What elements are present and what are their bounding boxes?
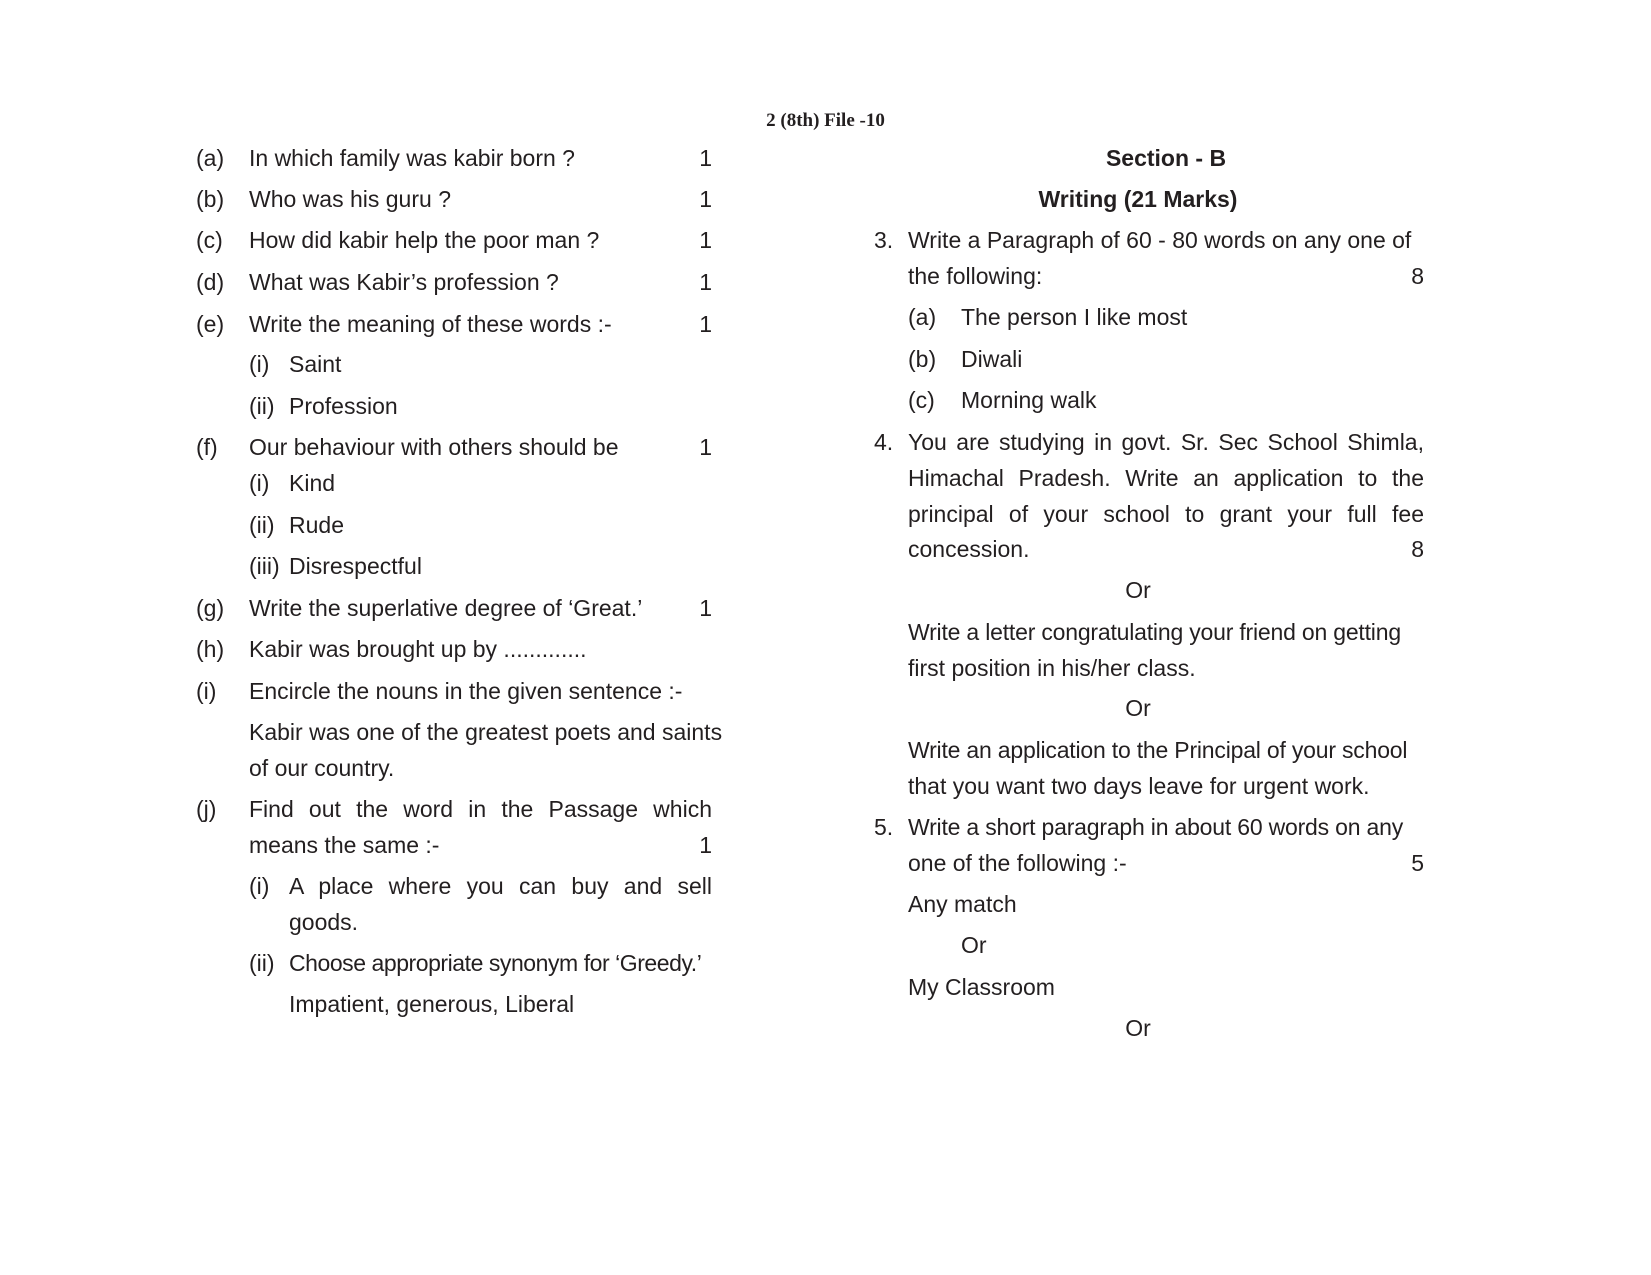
option-text: My Classroom — [908, 974, 1055, 1000]
question-j-line2 — [249, 829, 712, 861]
option-label: (c) — [908, 387, 935, 413]
option-label: (b) — [908, 346, 937, 372]
alternative-text: first position in his/her class. — [908, 655, 1196, 681]
question-label: (e) — [196, 311, 225, 337]
alternative-text: Write an application to the Principal of your school — [908, 737, 1408, 763]
sub-label: (i) — [249, 873, 270, 899]
question-text: Write a Paragraph of 60 - 80 words on any one of — [908, 227, 1412, 253]
sentence-line: Kabir was one of the greatest poets and saints — [249, 719, 723, 745]
question-number: 4. — [874, 429, 894, 455]
question-text: Find out the word in the Passage which — [249, 796, 712, 822]
question-3-line2 — [908, 260, 1424, 292]
question-5-line2 — [908, 847, 1424, 879]
question-mark: 1 — [699, 832, 712, 858]
sub-text: Kind — [289, 470, 336, 496]
sentence-line: of our country. — [249, 755, 395, 781]
question-text: In which family was kabir born ? — [249, 145, 575, 171]
question-text: Write a short paragraph in about 60 words on any — [908, 814, 1403, 840]
question-label: (h) — [196, 636, 225, 662]
question-mark: 1 — [699, 434, 712, 460]
question-b — [196, 183, 712, 215]
question-mark: 8 — [1411, 263, 1424, 289]
option-item — [908, 384, 1424, 416]
question-g — [196, 592, 712, 624]
question-text: Write the meaning of these words :- — [249, 311, 612, 337]
sub-text: Profession — [289, 393, 398, 419]
question-text: the following: — [908, 263, 1043, 289]
question-mark: 1 — [699, 145, 712, 171]
question-label: (g) — [196, 595, 225, 621]
question-mark: 1 — [699, 595, 712, 621]
question-text: Himachal Pradesh. Write an application to the — [908, 465, 1424, 491]
or-separator: Or — [1125, 695, 1151, 721]
question-text: concession. — [908, 536, 1030, 562]
sub-text: A place where you can buy and sell — [289, 873, 712, 899]
sub-item — [249, 509, 712, 541]
sub-text: Rude — [289, 512, 344, 538]
or-separator: Or — [1125, 1015, 1151, 1041]
question-text: one of the following :- — [908, 850, 1127, 876]
question-text: Encircle the nouns in the given sentence :- — [249, 678, 683, 704]
sub-item — [249, 348, 712, 380]
sub-label: (ii) — [249, 393, 275, 419]
question-label: (i) — [196, 678, 217, 704]
question-label: (d) — [196, 269, 225, 295]
sub-label: (ii) — [249, 950, 275, 976]
section-subtitle: Writing (21 Marks) — [1038, 186, 1238, 212]
question-i — [196, 675, 712, 707]
sub-text: Choose appropriate synonym for ‘Greedy.’ — [289, 950, 702, 976]
question-h — [196, 633, 712, 665]
or-separator: Or — [961, 932, 987, 958]
question-mark: 1 — [699, 227, 712, 253]
question-text: principal of your school to grant your full fee — [908, 501, 1424, 527]
page-header: 2 (8th) File -10 — [766, 110, 885, 131]
sub-item — [249, 550, 712, 582]
question-mark: 8 — [1411, 536, 1424, 562]
sub-label: (ii) — [249, 512, 275, 538]
question-label: (f) — [196, 434, 218, 460]
option-item — [908, 343, 1424, 375]
question-mark: 1 — [699, 186, 712, 212]
question-text: What was Kabir’s profession ? — [249, 269, 559, 295]
question-text: Who was his guru ? — [249, 186, 451, 212]
question-text: You are studying in govt. Sr. Sec School Shimla, — [908, 429, 1424, 455]
question-mark: 5 — [1411, 850, 1424, 876]
sub-text: goods. — [289, 909, 359, 935]
sub-text: Impatient, generous, Liberal — [289, 991, 575, 1017]
question-text: means the same :- — [249, 832, 440, 858]
question-label: (b) — [196, 186, 225, 212]
option-text: The person I like most — [961, 304, 1188, 330]
question-text: How did kabir help the poor man ? — [249, 227, 600, 253]
or-separator: Or — [1125, 577, 1151, 603]
option-text: Morning walk — [961, 387, 1097, 413]
alternative-text: that you want two days leave for urgent work. — [908, 773, 1370, 799]
question-text: Write the superlative degree of ‘Great.’ — [249, 595, 643, 621]
question-number: 3. — [874, 227, 894, 253]
question-number: 5. — [874, 814, 894, 840]
sub-item — [249, 390, 712, 422]
sub-text: Disrespectful — [289, 553, 422, 579]
question-label: (j) — [196, 796, 217, 822]
sub-label: (iii) — [249, 553, 280, 579]
question-a — [196, 142, 712, 174]
option-text: Diwali — [961, 346, 1023, 372]
question-mark: 1 — [699, 269, 712, 295]
section-title: Section - B — [1105, 145, 1227, 171]
sub-label: (i) — [249, 351, 270, 377]
question-text: Our behaviour with others should be — [249, 434, 619, 460]
sub-text: Saint — [289, 351, 342, 377]
question-c — [196, 224, 712, 256]
sub-label: (i) — [249, 470, 270, 496]
option-label: (a) — [908, 304, 937, 330]
alternative-text: Write a letter congratulating your friend on getting — [908, 619, 1401, 645]
question-text: Kabir was brought up by ............. — [249, 636, 587, 662]
sub-item — [249, 467, 712, 499]
question-label: (c) — [196, 227, 223, 253]
question-label: (a) — [196, 145, 225, 171]
question-mark: 1 — [699, 311, 712, 337]
option-text: Any match — [908, 891, 1017, 917]
question-f — [196, 431, 712, 463]
question-4-line4 — [908, 533, 1424, 565]
question-d — [196, 266, 712, 298]
question-e — [196, 308, 712, 340]
option-item — [908, 301, 1424, 333]
